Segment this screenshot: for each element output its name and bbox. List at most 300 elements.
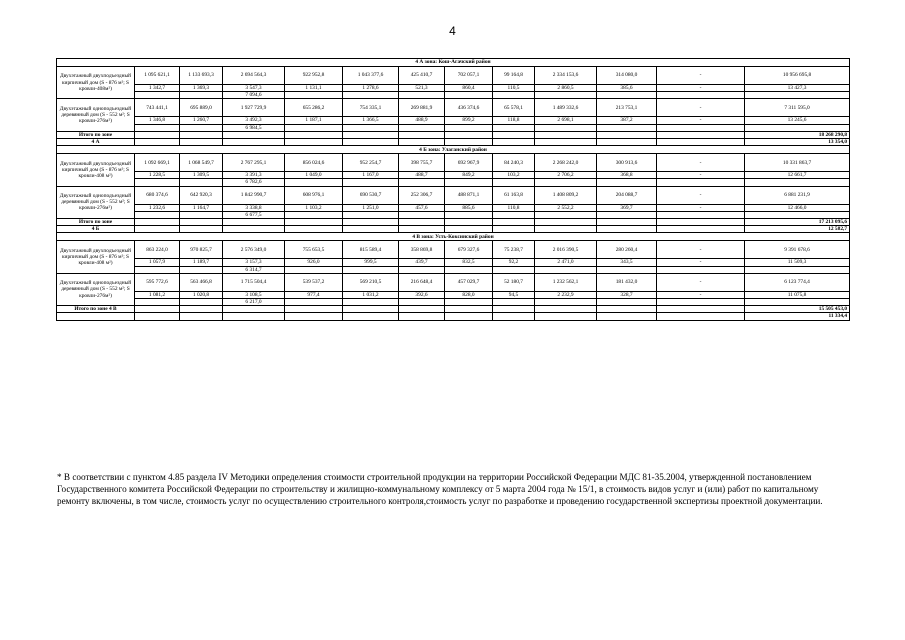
unit-cost-cell: 439,7 xyxy=(399,259,445,266)
cost-cell: 1 133 693,3 xyxy=(180,67,223,85)
empty-cell xyxy=(493,306,535,313)
empty-cell xyxy=(445,92,493,99)
empty-cell xyxy=(135,299,180,306)
cost-cell: 398 755,7 xyxy=(399,154,445,172)
unit-cost-cell: 11 075,8 xyxy=(745,291,850,298)
empty-cell xyxy=(597,211,657,218)
cost-cell: 1 408 809,2 xyxy=(535,186,597,204)
cost-cell: 1 092 669,1 xyxy=(135,154,180,172)
unit-cost-cell: 488,9 xyxy=(399,117,445,124)
empty-cell xyxy=(180,211,223,218)
empty-cell xyxy=(135,179,180,186)
empty-cell xyxy=(493,131,535,138)
table-row xyxy=(57,273,850,291)
unit-cost-cell: 2 552,2 xyxy=(535,204,597,211)
empty-cell xyxy=(285,226,343,233)
page-number: 4 xyxy=(449,24,456,38)
empty-cell xyxy=(399,266,445,273)
unit-cost-cell: 1 103,2 xyxy=(285,204,343,211)
cost-cell: - xyxy=(657,186,745,204)
unit-cost-cell: 1 020,8 xyxy=(180,291,223,298)
unit-cost-cell: 12 661,7 xyxy=(745,172,850,179)
empty-cell xyxy=(657,124,745,131)
table-row xyxy=(57,211,850,218)
unit-cost-cell: 1 167,0 xyxy=(343,172,399,179)
cost-cell: 280 260,4 xyxy=(597,241,657,259)
cost-cell: 1 927 729,9 xyxy=(223,99,285,117)
empty-cell xyxy=(285,266,343,273)
empty-cell xyxy=(535,266,597,273)
empty-cell xyxy=(180,124,223,131)
empty-cell xyxy=(597,226,657,233)
empty-cell xyxy=(445,313,493,320)
unit-cost-cell: - xyxy=(657,85,745,92)
empty-cell xyxy=(135,124,180,131)
empty-cell xyxy=(535,211,597,218)
cost-cell: 425 410,7 xyxy=(399,67,445,85)
empty-cell xyxy=(180,139,223,146)
empty-cell xyxy=(597,139,657,146)
unit-cost-cell: 3 547,3 xyxy=(223,85,285,92)
cost-cell: 815 589,4 xyxy=(343,241,399,259)
cost-cell: 216 648,4 xyxy=(399,273,445,291)
unit-cost-cell: 521,3 xyxy=(399,85,445,92)
empty-cell xyxy=(285,219,343,226)
table-row xyxy=(57,299,850,306)
cost-cell: 755 653,5 xyxy=(285,241,343,259)
empty-cell xyxy=(285,124,343,131)
unit-cost-cell: 11 509,3 xyxy=(745,259,850,266)
cost-cell: 99 164,8 xyxy=(493,67,535,85)
cost-cell: 608 976,1 xyxy=(285,186,343,204)
cost-cell: 922 952,8 xyxy=(285,67,343,85)
unit-cost-cell: 1 342,7 xyxy=(135,85,180,92)
empty-cell xyxy=(657,92,745,99)
empty-cell xyxy=(399,179,445,186)
cost-cell: 595 772,6 xyxy=(135,273,180,291)
unit-cost-cell: 392,6 xyxy=(399,291,445,298)
empty-cell xyxy=(657,139,745,146)
empty-cell xyxy=(745,124,850,131)
cost-cell: 563 466,8 xyxy=(180,273,223,291)
cost-cell: 680 374,6 xyxy=(135,186,180,204)
table-row xyxy=(57,266,850,273)
unit-cost-cell: 1 309,5 xyxy=(180,172,223,179)
empty-cell xyxy=(535,131,597,138)
cost-cell: 2 268 242,0 xyxy=(535,154,597,172)
empty-cell xyxy=(223,313,285,320)
zone-header-row xyxy=(57,146,850,154)
empty-cell xyxy=(343,219,399,226)
cost-cell: 569 210,5 xyxy=(343,273,399,291)
unit-cost-cell: - xyxy=(657,291,745,298)
empty-cell xyxy=(285,211,343,218)
zone-header-row xyxy=(57,233,850,241)
empty-cell xyxy=(223,139,285,146)
empty-cell xyxy=(135,219,180,226)
zone-title: 4 В зона: Усть-Коксинский район xyxy=(57,233,850,241)
empty-cell xyxy=(343,226,399,233)
cost-cell: 1 095 621,1 xyxy=(135,67,180,85)
empty-cell xyxy=(535,139,597,146)
cost-cell: 1 043 377,6 xyxy=(343,67,399,85)
footnote: * В соответствии с пунктом 4.85 раздела IV Методики определения стоимости строительной продукции на территории Российской Федерации МДС 81-35.2004, утвержденной постановлением Государственного комитета Российской Федерации по строительству и жилищно-коммунальному комплексу от 5 марта 2004 года № 15/1, в стоимость видов услуг и (или) работ по капитальному ремонту включены, в том числе, стоимость услуг по осуществлению строительного контроля,стоимость услуг по разработке и проведению государственной экспертизы проектной документации. xyxy=(57,472,823,506)
empty-cell xyxy=(493,266,535,273)
zone-total-value: 17 213 095,6 xyxy=(745,219,850,226)
table-row xyxy=(57,85,850,92)
unit-cost-cell: 926,0 xyxy=(285,259,343,266)
empty-cell xyxy=(535,179,597,186)
cost-cell: 695 889,0 xyxy=(180,99,223,117)
empty-cell xyxy=(285,179,343,186)
unit-cost-cell: - xyxy=(657,259,745,266)
empty-cell xyxy=(223,306,285,313)
table-row xyxy=(57,179,850,186)
unit-cost-cell: 3 338,8 xyxy=(223,204,285,211)
unit-cost-cell: - xyxy=(657,117,745,124)
table-row xyxy=(57,117,850,124)
empty-cell xyxy=(597,306,657,313)
zone-header-row xyxy=(57,59,850,67)
cost-cell: 2 016 390,5 xyxy=(535,241,597,259)
empty-cell xyxy=(535,226,597,233)
cost-cell: 314 080,0 xyxy=(597,67,657,85)
table-row xyxy=(57,124,850,131)
unit-cost-cell: 385,6 xyxy=(597,85,657,92)
empty-cell xyxy=(135,211,180,218)
cost-cell: 539 537,2 xyxy=(285,273,343,291)
empty-cell xyxy=(745,266,850,273)
empty-cell xyxy=(399,139,445,146)
unit-cost-cell: 1 260,7 xyxy=(180,117,223,124)
cost-cell: 10 331 863,7 xyxy=(745,154,850,172)
zone-total-per-m2: 11 334,4 xyxy=(745,313,850,320)
empty-cell xyxy=(493,219,535,226)
cost-cell: 690 530,7 xyxy=(343,186,399,204)
empty-cell xyxy=(180,131,223,138)
empty-cell xyxy=(180,299,223,306)
unit-cost-cell: 1 366,5 xyxy=(343,117,399,124)
zone-total-row xyxy=(57,313,850,320)
zone-total-per-m2: 12 582,7 xyxy=(745,226,850,233)
unit-cost-cell: 368,8 xyxy=(597,172,657,179)
cost-cell: 75 238,7 xyxy=(493,241,535,259)
cost-cell: 1 068 549,7 xyxy=(180,154,223,172)
cost-cell: 204 088,7 xyxy=(597,186,657,204)
unit-cost-cell: 1 346,8 xyxy=(135,117,180,124)
cost-cell: 488 871,1 xyxy=(445,186,493,204)
empty-cell xyxy=(493,124,535,131)
empty-cell xyxy=(135,92,180,99)
zone-total-label: Итого по зоне 4 В xyxy=(57,306,135,313)
unit-cost-cell: 1 031,2 xyxy=(343,291,399,298)
zone-total-row xyxy=(57,219,850,226)
unit-cost-cell: 488,7 xyxy=(399,172,445,179)
unit-cost-cell: 1 278,6 xyxy=(343,85,399,92)
unit-cost-cell: 1 369,3 xyxy=(180,85,223,92)
empty-cell xyxy=(399,306,445,313)
empty-cell xyxy=(597,266,657,273)
empty-cell xyxy=(493,139,535,146)
table-row xyxy=(57,204,850,211)
unit-cost-cell: 1 189,7 xyxy=(180,259,223,266)
subtotal-cell: 6 677,5 xyxy=(223,211,285,218)
unit-cost-cell: 1 251,0 xyxy=(343,204,399,211)
unit-cost-cell: 1 187,1 xyxy=(285,117,343,124)
empty-cell xyxy=(343,124,399,131)
zone-total-per-m2: 13 354,0 xyxy=(745,139,850,146)
zone-total-label-2 xyxy=(57,313,135,320)
cost-cell: 52 180,7 xyxy=(493,273,535,291)
empty-cell xyxy=(445,306,493,313)
empty-cell xyxy=(180,92,223,99)
table-row xyxy=(57,92,850,99)
cost-cell: 1 842 990,7 xyxy=(223,186,285,204)
empty-cell xyxy=(657,299,745,306)
cost-cell: 863 224,0 xyxy=(135,241,180,259)
unit-cost-cell: 328,7 xyxy=(597,291,657,298)
empty-cell xyxy=(343,313,399,320)
empty-cell xyxy=(399,124,445,131)
empty-cell xyxy=(399,313,445,320)
empty-cell xyxy=(445,179,493,186)
cost-cell: 269 881,9 xyxy=(399,99,445,117)
empty-cell xyxy=(745,211,850,218)
empty-cell xyxy=(180,179,223,186)
empty-cell xyxy=(223,131,285,138)
empty-cell xyxy=(135,313,180,320)
empty-cell xyxy=(343,299,399,306)
zone-total-row xyxy=(57,306,850,313)
empty-cell xyxy=(343,211,399,218)
empty-cell xyxy=(493,313,535,320)
empty-cell xyxy=(445,211,493,218)
empty-cell xyxy=(180,219,223,226)
unit-cost-cell: 110,5 xyxy=(493,85,535,92)
empty-cell xyxy=(657,266,745,273)
unit-cost-cell: 1 049,0 xyxy=(285,172,343,179)
empty-cell xyxy=(135,131,180,138)
house-type-label: Двухэтажный двухподъездный кирпичный дом (S - 876 м²; S кровли-408 м²) xyxy=(57,241,135,273)
empty-cell xyxy=(285,92,343,99)
empty-cell xyxy=(180,226,223,233)
cost-cell: - xyxy=(657,67,745,85)
cost-cell: 65 578,1 xyxy=(493,99,535,117)
table-row xyxy=(57,259,850,266)
empty-cell xyxy=(535,219,597,226)
subtotal-cell: 6 782,6 xyxy=(223,179,285,186)
cost-cell: 970 825,7 xyxy=(180,241,223,259)
empty-cell xyxy=(535,92,597,99)
unit-cost-cell: 2 232,9 xyxy=(535,291,597,298)
unit-cost-cell: 12 466,0 xyxy=(745,204,850,211)
unit-cost-cell: 343,5 xyxy=(597,259,657,266)
empty-cell xyxy=(597,179,657,186)
empty-cell xyxy=(493,211,535,218)
cost-cell: 1 715 504,4 xyxy=(223,273,285,291)
cost-cell: 436 374,6 xyxy=(445,99,493,117)
empty-cell xyxy=(657,179,745,186)
zone-title: 4 Б зона: Улаганский район xyxy=(57,146,850,154)
empty-cell xyxy=(597,299,657,306)
empty-cell xyxy=(223,226,285,233)
cost-cell: 7 311 595,0 xyxy=(745,99,850,117)
cost-cell: 457 029,7 xyxy=(445,273,493,291)
empty-cell xyxy=(445,299,493,306)
unit-cost-cell: 832,5 xyxy=(445,259,493,266)
empty-cell xyxy=(343,179,399,186)
unit-cost-cell: 860,4 xyxy=(445,85,493,92)
empty-cell xyxy=(135,306,180,313)
unit-cost-cell: 13 427,3 xyxy=(745,85,850,92)
empty-cell xyxy=(597,131,657,138)
cost-cell: 1 489 332,6 xyxy=(535,99,597,117)
table-row xyxy=(57,154,850,172)
empty-cell xyxy=(657,219,745,226)
empty-cell xyxy=(180,266,223,273)
unit-cost-cell: 2 471,0 xyxy=(535,259,597,266)
cost-cell: - xyxy=(657,99,745,117)
empty-cell xyxy=(597,313,657,320)
cost-cell: 61 163,8 xyxy=(493,186,535,204)
cost-cell: 743 441,1 xyxy=(135,99,180,117)
empty-cell xyxy=(493,179,535,186)
empty-cell xyxy=(745,299,850,306)
cost-cell: 181 432,0 xyxy=(597,273,657,291)
cost-cell: 642 920,3 xyxy=(180,186,223,204)
empty-cell xyxy=(343,306,399,313)
unit-cost-cell: 1 164,7 xyxy=(180,204,223,211)
unit-cost-cell: - xyxy=(657,204,745,211)
cost-cell: 10 956 695,8 xyxy=(745,67,850,85)
subtotal-cell: 6 314,7 xyxy=(223,266,285,273)
empty-cell xyxy=(343,139,399,146)
cost-cell: 2 576 349,0 xyxy=(223,241,285,259)
table-row xyxy=(57,186,850,204)
unit-cost-cell: 885,6 xyxy=(445,204,493,211)
empty-cell xyxy=(223,219,285,226)
empty-cell xyxy=(135,226,180,233)
empty-cell xyxy=(445,124,493,131)
empty-cell xyxy=(135,139,180,146)
empty-cell xyxy=(285,306,343,313)
house-type-label: Двухэтажный одноподъездный деревянный дом (S - 552 м²; S кровли-276м²) xyxy=(57,273,135,305)
unit-cost-cell: 92,2 xyxy=(493,259,535,266)
subtotal-cell: 6 984,5 xyxy=(223,124,285,131)
cost-cell: 702 057,1 xyxy=(445,67,493,85)
empty-cell xyxy=(597,219,657,226)
unit-cost-cell: 999,5 xyxy=(343,259,399,266)
empty-cell xyxy=(493,92,535,99)
empty-cell xyxy=(399,211,445,218)
unit-cost-cell: 103,2 xyxy=(493,172,535,179)
empty-cell xyxy=(493,226,535,233)
empty-cell xyxy=(445,266,493,273)
unit-cost-cell: 1 232,6 xyxy=(135,204,180,211)
cost-cell: 6 881 231,9 xyxy=(745,186,850,204)
cost-cell: 679 327,6 xyxy=(445,241,493,259)
cost-cell: 2 334 153,6 xyxy=(535,67,597,85)
unit-cost-cell: 899,2 xyxy=(445,117,493,124)
cost-cell: 9 391 678,6 xyxy=(745,241,850,259)
unit-cost-cell: 849,2 xyxy=(445,172,493,179)
empty-cell xyxy=(657,313,745,320)
zone-total-row xyxy=(57,131,850,138)
cost-cell: 2 694 564,3 xyxy=(223,67,285,85)
zone-total-value: 15 505 453,0 xyxy=(745,306,850,313)
empty-cell xyxy=(399,131,445,138)
empty-cell xyxy=(597,92,657,99)
cost-cell: - xyxy=(657,241,745,259)
zone-total-row xyxy=(57,226,850,233)
cost-table xyxy=(56,58,850,321)
unit-cost-cell: 1 228,5 xyxy=(135,172,180,179)
house-type-label: Двухэтажный одноподъездный деревянный дом (S - 552 м²; S кровли-276м²) xyxy=(57,186,135,218)
house-type-label: Двухэтажный двухподъездный кирпичный дом (S - 876 м²; S кровли-408м²) xyxy=(57,67,135,99)
empty-cell xyxy=(535,124,597,131)
empty-cell xyxy=(399,219,445,226)
table-row xyxy=(57,172,850,179)
cost-cell: 952 254,7 xyxy=(343,154,399,172)
cost-cell: - xyxy=(657,273,745,291)
subtotal-cell: 7 094,6 xyxy=(223,92,285,99)
empty-cell xyxy=(180,313,223,320)
unit-cost-cell: 2 698,1 xyxy=(535,117,597,124)
unit-cost-cell: 387,2 xyxy=(597,117,657,124)
empty-cell xyxy=(285,139,343,146)
cost-cell: 300 913,6 xyxy=(597,154,657,172)
empty-cell xyxy=(285,131,343,138)
zone-total-label: Итого по зоне xyxy=(57,219,135,226)
empty-cell xyxy=(180,306,223,313)
table-row xyxy=(57,67,850,85)
unit-cost-cell: 3 391,3 xyxy=(223,172,285,179)
empty-cell xyxy=(399,299,445,306)
empty-cell xyxy=(285,313,343,320)
empty-cell xyxy=(597,124,657,131)
unit-cost-cell: 13 245,6 xyxy=(745,117,850,124)
house-type-label: Двухэтажный двухподъездный кирпичный дом (S - 876 м²; S кровли-408 м²) xyxy=(57,154,135,186)
unit-cost-cell: - xyxy=(657,172,745,179)
unit-cost-cell: 828,0 xyxy=(445,291,493,298)
zone-title: 4 А зона: Кош-Агачский район xyxy=(57,59,850,67)
unit-cost-cell: 2 706,2 xyxy=(535,172,597,179)
unit-cost-cell: 977,4 xyxy=(285,291,343,298)
empty-cell xyxy=(657,306,745,313)
unit-cost-cell: 3 492,3 xyxy=(223,117,285,124)
unit-cost-cell: 3 157,3 xyxy=(223,259,285,266)
cost-cell: 655 286,2 xyxy=(285,99,343,117)
empty-cell xyxy=(445,226,493,233)
table-row xyxy=(57,99,850,117)
empty-cell xyxy=(399,226,445,233)
empty-cell xyxy=(535,306,597,313)
unit-cost-cell: 94,5 xyxy=(493,291,535,298)
unit-cost-cell: 2 860,5 xyxy=(535,85,597,92)
table-row xyxy=(57,241,850,259)
cost-cell: 84 240,3 xyxy=(493,154,535,172)
empty-cell xyxy=(445,219,493,226)
empty-cell xyxy=(535,313,597,320)
empty-cell xyxy=(493,299,535,306)
unit-cost-cell: 457,6 xyxy=(399,204,445,211)
cost-cell: - xyxy=(657,154,745,172)
empty-cell xyxy=(343,131,399,138)
empty-cell xyxy=(285,299,343,306)
cost-cell: 358 869,8 xyxy=(399,241,445,259)
unit-cost-cell: 369,7 xyxy=(597,204,657,211)
empty-cell xyxy=(657,131,745,138)
